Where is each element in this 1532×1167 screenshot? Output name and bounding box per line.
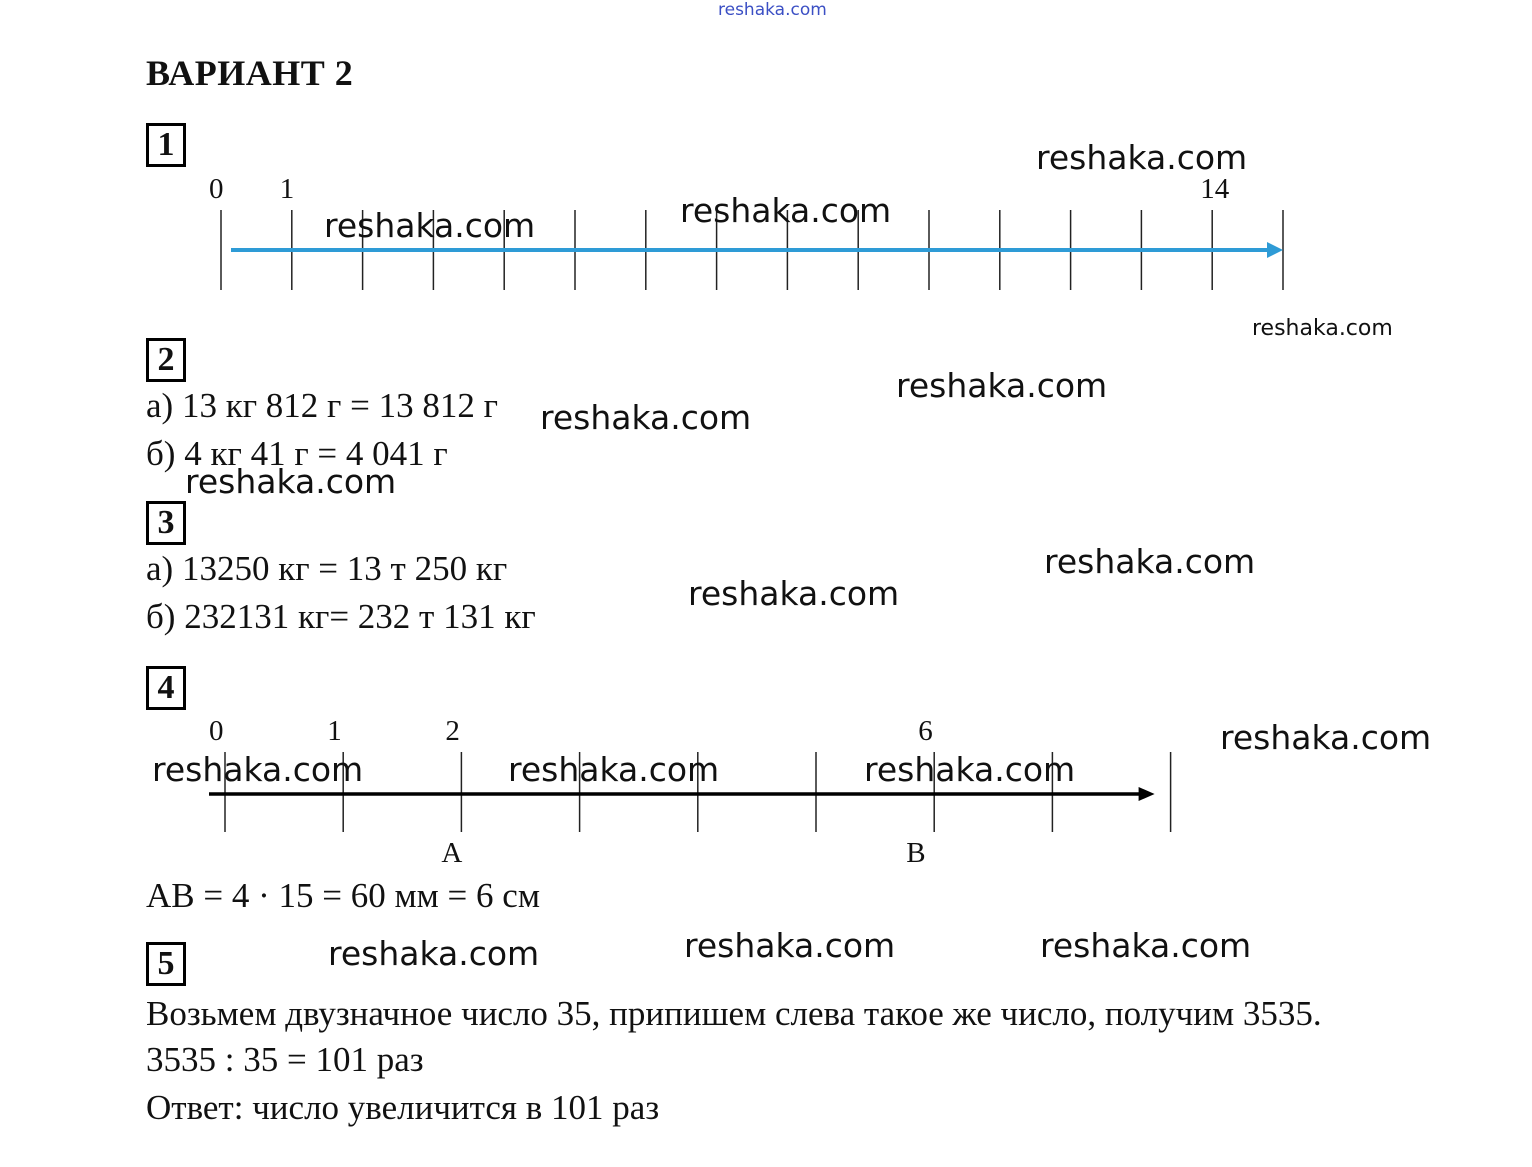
watermark: reshaka.com: [688, 574, 900, 613]
watermark: reshaka.com: [185, 462, 397, 501]
watermark: reshaka.com: [152, 750, 364, 789]
watermark: reshaka.com: [1044, 542, 1256, 581]
task-2-number: 2: [146, 338, 186, 382]
watermark: reshaka.com: [680, 191, 892, 230]
top-watermark: reshaka.com: [718, 0, 827, 20]
watermark: reshaka.com: [1220, 718, 1432, 757]
task-5-line-3: Ответ: число увеличится в 101 раз: [146, 1088, 660, 1127]
task-1-number: 1: [146, 123, 186, 167]
task-3-line-b: б) 232131 кг= 232 т 131 кг: [146, 597, 536, 636]
watermark: reshaka.com: [324, 206, 536, 245]
task-4-answer: АВ = 4 · 15 = 60 мм = 6 см: [146, 876, 540, 915]
arrow-head: [1267, 242, 1283, 258]
task-2-line-b: б) 4 кг 41 г = 4 041 г: [146, 434, 448, 473]
watermark: reshaka.com: [540, 398, 752, 437]
tick-label: 0: [209, 715, 224, 747]
tick-label: 0: [209, 173, 224, 205]
watermark: reshaka.com: [684, 926, 896, 965]
tick-label: 2: [445, 715, 460, 747]
task-5-line-1: Возьмем двузначное число 35, припишем слева такое же число, получим 3535.: [146, 994, 1322, 1033]
tick-label: 1: [279, 173, 295, 205]
task-2-line-a: а) 13 кг 812 г = 13 812 г: [146, 386, 498, 425]
task-4-number: 4: [146, 666, 186, 710]
tick-label: 14: [1200, 173, 1230, 205]
watermark: reshaka.com: [1036, 138, 1248, 177]
watermark: reshaka.com: [508, 750, 720, 789]
watermark: reshaka.com: [896, 366, 1108, 405]
arrow-head: [1139, 787, 1155, 801]
task-5-line-2: 3535 : 35 = 101 раз: [146, 1040, 424, 1079]
point-b-label: B: [906, 837, 926, 869]
task-5-number: 5: [146, 942, 186, 986]
task-3-number: 3: [146, 501, 186, 545]
watermark: reshaka.com: [1040, 926, 1252, 965]
watermark: reshaka.com: [1252, 316, 1393, 341]
watermark: reshaka.com: [864, 750, 1076, 789]
watermark: reshaka.com: [328, 934, 540, 973]
tick-label: 1: [327, 715, 342, 747]
tick-label: 6: [918, 715, 933, 747]
page-title: ВАРИАНТ 2: [146, 53, 354, 93]
task-3-line-a: а) 13250 кг = 13 т 250 кг: [146, 549, 508, 588]
point-a-label: A: [441, 837, 463, 869]
